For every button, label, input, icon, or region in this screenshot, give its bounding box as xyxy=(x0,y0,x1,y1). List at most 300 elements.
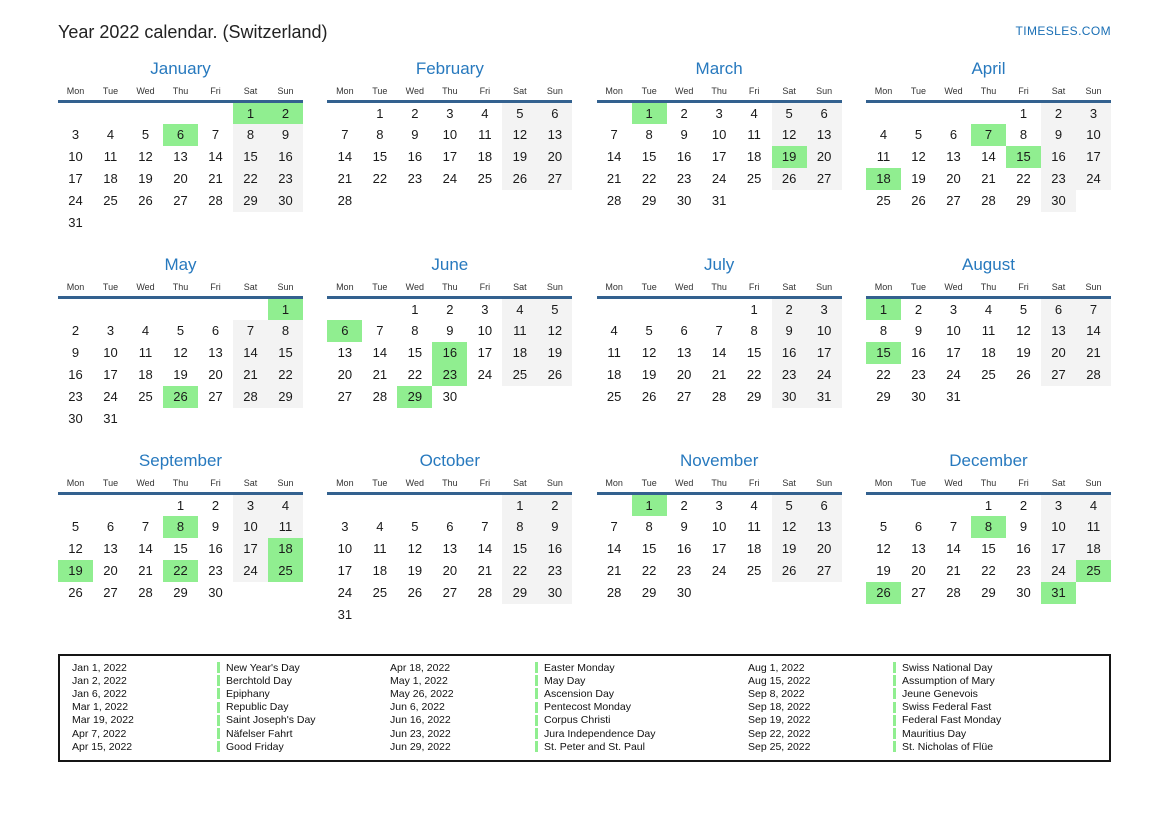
week-row xyxy=(597,320,842,342)
day-cell: 26 xyxy=(163,386,198,408)
weekday-label: Mon xyxy=(866,86,901,102)
day-cell: 20 xyxy=(807,538,842,560)
day-cell: 15 xyxy=(233,146,268,168)
day-cell: 18 xyxy=(746,149,762,164)
holiday-name xyxy=(893,714,1001,726)
weekday-label: Mon xyxy=(866,478,901,494)
holiday-name-text: Easter Monday xyxy=(544,661,615,674)
day-cell: 2 xyxy=(411,105,419,121)
day-cell: 12 xyxy=(502,124,537,146)
day-cell: 5 xyxy=(71,519,80,534)
week-row xyxy=(327,538,572,560)
weekday-label: Wed xyxy=(936,86,971,102)
weekday-label: Sun xyxy=(807,282,842,298)
legend-group xyxy=(748,661,1097,753)
weekday-label: Sat xyxy=(772,282,807,298)
day-cell: 12 xyxy=(68,541,83,556)
holiday-name xyxy=(535,741,645,753)
week-row xyxy=(597,190,842,212)
day-cell: 28 xyxy=(711,389,727,404)
weekday-label: Mon xyxy=(327,478,362,494)
holiday-marker-icon xyxy=(535,715,538,726)
week-row xyxy=(866,146,1111,168)
holiday-marker-icon xyxy=(217,702,220,713)
week-row xyxy=(327,298,572,320)
day-cell: 21 xyxy=(606,563,622,578)
day-cell: 4 xyxy=(106,127,115,142)
holiday-name-text: Jura Independence Day xyxy=(544,727,656,740)
day-cell: 12 xyxy=(772,124,807,146)
holiday-name xyxy=(217,741,284,753)
holiday-name-text: Jeune Genevois xyxy=(902,687,978,700)
empty-cell xyxy=(58,298,93,320)
holiday-name-text: Epiphany xyxy=(226,687,270,700)
week-row xyxy=(866,124,1111,146)
holiday-marker-icon xyxy=(893,728,896,739)
week-row xyxy=(58,494,303,516)
weekday-label: Wed xyxy=(667,282,702,298)
day-cell: 31 xyxy=(337,607,353,622)
day-cell: 2 xyxy=(71,323,80,338)
weekday-label: Sat xyxy=(502,478,537,494)
holiday-date: Jan 2, 2022 xyxy=(72,674,127,687)
week-row xyxy=(866,560,1111,582)
weekday-label: Tue xyxy=(901,478,936,494)
day-cell: 28 xyxy=(1076,364,1111,386)
day-cell: 20 xyxy=(946,171,961,186)
week-row xyxy=(597,298,842,320)
day-cell: 16 xyxy=(676,541,692,556)
day-cell: 17 xyxy=(103,367,118,382)
day-cell: 25 xyxy=(746,171,762,186)
weekday-label: Mon xyxy=(327,86,362,102)
holiday-date: Sep 8, 2022 xyxy=(748,687,805,700)
day-cell: 8 xyxy=(971,516,1006,538)
day-cell: 6 xyxy=(106,519,115,534)
holiday-marker-icon xyxy=(217,728,220,739)
day-cell: 1 xyxy=(632,102,667,124)
day-cell: 18 xyxy=(981,345,996,360)
weekday-label: Sun xyxy=(268,86,303,102)
week-row xyxy=(58,516,303,538)
day-cell: 22 xyxy=(641,171,657,186)
weekday-label: Wed xyxy=(397,282,432,298)
day-cell: 28 xyxy=(337,193,353,208)
weekday-header-row xyxy=(597,86,842,102)
holiday-date: Sep 25, 2022 xyxy=(748,740,811,753)
empty-cell xyxy=(163,298,198,320)
day-cell: 11 xyxy=(747,127,761,142)
day-cell: 3 xyxy=(106,323,115,338)
day-cell: 13 xyxy=(337,345,353,360)
day-cell: 10 xyxy=(807,320,842,342)
day-cell: 10 xyxy=(711,519,727,534)
day-cell: 7 xyxy=(341,127,349,142)
weekday-label: Tue xyxy=(362,478,397,494)
day-cell: 22 xyxy=(746,367,762,382)
day-cell: 13 xyxy=(103,541,118,556)
day-cell: 20 xyxy=(537,146,572,168)
day-cell: 4 xyxy=(376,519,384,534)
empty-cell xyxy=(58,494,93,516)
holiday-name xyxy=(535,728,656,740)
day-cell: 30 xyxy=(911,389,926,404)
weekday-label: Sat xyxy=(233,282,268,298)
holiday-name xyxy=(217,714,316,726)
holiday-name xyxy=(893,662,992,674)
day-cell: 15 xyxy=(173,541,188,556)
month-block xyxy=(327,451,572,642)
weekday-label: Tue xyxy=(632,478,667,494)
day-cell: 24 xyxy=(103,389,118,404)
day-cell: 29 xyxy=(746,389,762,404)
site-link[interactable]: TIMESLES.COM xyxy=(1015,24,1111,38)
empty-cell xyxy=(233,212,268,234)
day-cell: 8 xyxy=(1019,127,1028,142)
day-cell: 16 xyxy=(537,538,572,560)
day-cell: 4 xyxy=(268,494,303,516)
month-block xyxy=(866,451,1111,642)
day-cell: 2 xyxy=(537,494,572,516)
holiday-name xyxy=(217,701,288,713)
month-title: October xyxy=(419,451,481,470)
holiday-name xyxy=(217,688,270,700)
month-table xyxy=(327,478,572,626)
month-block xyxy=(597,451,842,642)
day-cell: 13 xyxy=(537,124,572,146)
week-row xyxy=(327,146,572,168)
day-cell: 28 xyxy=(606,193,622,208)
day-cell: 4 xyxy=(879,127,888,142)
day-cell: 11 xyxy=(502,320,537,342)
weekday-label: Tue xyxy=(901,282,936,298)
empty-cell xyxy=(128,212,163,234)
empty-cell xyxy=(432,190,467,212)
day-cell: 14 xyxy=(138,541,153,556)
weekday-label: Fri xyxy=(737,282,772,298)
day-cell: 10 xyxy=(1076,124,1111,146)
day-cell: 1 xyxy=(984,497,993,513)
day-cell: 5 xyxy=(141,127,150,142)
day-cell: 26 xyxy=(502,168,537,190)
day-cell: 13 xyxy=(1041,320,1076,342)
day-cell: 13 xyxy=(208,345,223,360)
day-cell: 11 xyxy=(138,345,153,360)
holiday-name-text: Mauritius Day xyxy=(902,727,967,740)
day-cell: 24 xyxy=(477,367,493,382)
day-cell: 12 xyxy=(1016,323,1031,338)
week-row xyxy=(58,212,303,234)
legend-row xyxy=(72,714,390,727)
weekday-label: Thu xyxy=(971,86,1006,102)
day-cell: 7 xyxy=(610,127,618,142)
page-header xyxy=(58,16,1111,43)
month-table xyxy=(866,478,1111,604)
day-cell: 13 xyxy=(173,149,188,164)
empty-cell xyxy=(971,386,1006,408)
week-row xyxy=(58,342,303,364)
weekday-header-row xyxy=(866,282,1111,298)
day-cell: 15 xyxy=(981,541,996,556)
week-row xyxy=(866,102,1111,124)
empty-cell xyxy=(537,190,572,212)
day-cell: 27 xyxy=(337,389,353,404)
day-cell: 10 xyxy=(442,127,458,142)
week-row xyxy=(866,582,1111,604)
day-cell: 8 xyxy=(376,127,384,142)
weekday-label: Sat xyxy=(1041,86,1076,102)
day-cell: 29 xyxy=(173,585,188,600)
weekday-label: Thu xyxy=(163,282,198,298)
holiday-marker-icon xyxy=(535,741,538,752)
month-table xyxy=(58,282,303,430)
empty-cell xyxy=(432,494,467,516)
day-cell: 3 xyxy=(341,519,349,534)
day-cell: 19 xyxy=(772,538,807,560)
day-cell: 9 xyxy=(71,345,80,360)
week-row xyxy=(327,386,572,408)
day-cell: 23 xyxy=(772,364,807,386)
empty-cell xyxy=(198,212,233,234)
empty-cell xyxy=(1076,386,1111,408)
day-cell: 17 xyxy=(1041,538,1076,560)
day-cell: 17 xyxy=(477,345,493,360)
day-cell: 1 xyxy=(176,497,185,513)
day-cell: 6 xyxy=(807,102,842,124)
day-cell: 9 xyxy=(680,519,688,534)
day-cell: 1 xyxy=(750,301,758,317)
day-cell: 28 xyxy=(477,585,493,600)
day-cell: 30 xyxy=(676,193,692,208)
day-cell: 15 xyxy=(502,538,537,560)
legend-row xyxy=(748,674,1097,687)
month-table xyxy=(866,282,1111,408)
holiday-marker-icon xyxy=(535,702,538,713)
day-cell: 6 xyxy=(680,323,688,338)
day-cell: 28 xyxy=(946,585,961,600)
day-cell: 26 xyxy=(537,364,572,386)
day-cell: 25 xyxy=(268,560,303,582)
day-cell: 23 xyxy=(676,563,692,578)
weekday-label: Fri xyxy=(467,282,502,298)
weekday-label: Sun xyxy=(1076,478,1111,494)
day-cell: 4 xyxy=(502,298,537,320)
day-cell: 21 xyxy=(372,367,388,382)
day-cell: 22 xyxy=(641,563,657,578)
week-row xyxy=(58,102,303,124)
holiday-date: Jan 6, 2022 xyxy=(72,687,127,700)
day-cell: 3 xyxy=(715,497,723,513)
empty-cell xyxy=(268,212,303,234)
holiday-marker-icon xyxy=(217,715,220,726)
day-cell: 7 xyxy=(949,519,958,534)
day-cell: 31 xyxy=(711,193,727,208)
day-cell: 14 xyxy=(372,345,388,360)
month-block xyxy=(327,255,572,446)
holiday-date: Sep 22, 2022 xyxy=(748,727,811,740)
empty-cell xyxy=(397,604,432,626)
day-cell: 17 xyxy=(1076,146,1111,168)
day-cell: 27 xyxy=(807,560,842,582)
month-title: September xyxy=(138,451,223,470)
day-cell: 4 xyxy=(750,497,758,513)
legend-row xyxy=(748,661,1097,674)
month-title: July xyxy=(704,255,735,274)
day-cell: 23 xyxy=(1016,563,1031,578)
weekday-header-row xyxy=(597,478,842,494)
weekday-label: Mon xyxy=(597,282,632,298)
day-cell: 30 xyxy=(442,389,458,404)
holiday-date: Jun 6, 2022 xyxy=(390,701,445,714)
day-cell: 7 xyxy=(610,519,618,534)
weekday-label: Fri xyxy=(467,478,502,494)
week-row xyxy=(866,538,1111,560)
day-cell: 14 xyxy=(606,149,622,164)
empty-cell xyxy=(198,408,233,430)
day-cell: 28 xyxy=(606,585,622,600)
day-cell: 9 xyxy=(268,124,303,146)
holiday-name-text: Saint Joseph's Day xyxy=(226,714,316,727)
legend-row xyxy=(72,740,390,753)
empty-cell xyxy=(467,494,502,516)
week-row xyxy=(58,364,303,386)
empty-cell xyxy=(502,604,537,626)
day-cell: 20 xyxy=(1041,342,1076,364)
day-cell: 21 xyxy=(946,563,961,578)
day-cell: 24 xyxy=(337,585,353,600)
weekday-label: Sun xyxy=(268,478,303,494)
day-cell: 24 xyxy=(1041,560,1076,582)
day-cell: 27 xyxy=(208,389,223,404)
empty-cell xyxy=(502,386,537,408)
day-cell: 19 xyxy=(537,342,572,364)
day-cell: 17 xyxy=(68,171,83,186)
day-cell: 17 xyxy=(946,345,961,360)
empty-cell xyxy=(93,212,128,234)
empty-cell xyxy=(268,582,303,604)
empty-cell xyxy=(467,604,502,626)
day-cell: 18 xyxy=(1076,538,1111,560)
weekday-header-row xyxy=(58,86,303,102)
day-cell: 17 xyxy=(337,563,353,578)
day-cell: 1 xyxy=(233,102,268,124)
holiday-marker-icon xyxy=(217,675,220,686)
day-cell: 14 xyxy=(711,345,727,360)
day-cell: 2 xyxy=(268,102,303,124)
day-cell: 26 xyxy=(1016,367,1031,382)
months-grid xyxy=(58,59,1111,642)
day-cell: 21 xyxy=(981,171,996,186)
day-cell: 13 xyxy=(442,541,458,556)
weekday-label: Thu xyxy=(163,478,198,494)
weekday-label: Sun xyxy=(807,478,842,494)
empty-cell xyxy=(327,298,362,320)
holiday-date: May 1, 2022 xyxy=(390,674,448,687)
day-cell: 4 xyxy=(1076,494,1111,516)
day-cell: 15 xyxy=(641,149,657,164)
day-cell: 20 xyxy=(337,367,353,382)
day-cell: 1 xyxy=(502,494,537,516)
week-row xyxy=(597,124,842,146)
page-title: Year 2022 calendar. (Switzerland) xyxy=(58,22,328,42)
month-table xyxy=(597,86,842,212)
day-cell: 1 xyxy=(632,494,667,516)
day-cell: 22 xyxy=(981,563,996,578)
weekday-label: Fri xyxy=(1006,86,1041,102)
week-row xyxy=(866,342,1111,364)
day-cell: 21 xyxy=(477,563,493,578)
week-row xyxy=(327,516,572,538)
empty-cell xyxy=(866,102,901,124)
weekday-label: Tue xyxy=(93,86,128,102)
weekday-label: Fri xyxy=(198,86,233,102)
day-cell: 7 xyxy=(1076,298,1111,320)
holiday-name-text: Ascension Day xyxy=(544,687,615,700)
day-cell: 27 xyxy=(676,389,692,404)
empty-cell xyxy=(901,102,936,124)
holiday-marker-icon xyxy=(893,675,896,686)
day-cell: 26 xyxy=(641,389,657,404)
week-row xyxy=(58,298,303,320)
day-cell: 20 xyxy=(911,563,926,578)
empty-cell xyxy=(128,102,163,124)
weekday-label: Tue xyxy=(362,282,397,298)
day-cell: 22 xyxy=(407,367,423,382)
day-cell: 27 xyxy=(103,585,118,600)
month-block xyxy=(597,59,842,250)
day-cell: 21 xyxy=(233,364,268,386)
weekday-header-row xyxy=(866,478,1111,494)
day-cell: 16 xyxy=(1041,146,1076,168)
day-cell: 26 xyxy=(866,582,901,604)
holiday-marker-icon xyxy=(535,728,538,739)
day-cell: 10 xyxy=(233,516,268,538)
week-row xyxy=(597,146,842,168)
day-cell: 11 xyxy=(478,127,492,142)
holiday-date: Aug 1, 2022 xyxy=(748,661,805,674)
week-row xyxy=(597,168,842,190)
weekday-label: Sat xyxy=(233,478,268,494)
day-cell: 22 xyxy=(502,560,537,582)
legend-row xyxy=(72,687,390,700)
day-cell: 1 xyxy=(268,298,303,320)
day-cell: 16 xyxy=(268,146,303,168)
day-cell: 3 xyxy=(446,105,454,121)
day-cell: 23 xyxy=(911,367,926,382)
weekday-label: Fri xyxy=(467,86,502,102)
legend-row xyxy=(390,740,748,753)
week-row xyxy=(866,320,1111,342)
holiday-name xyxy=(535,662,615,674)
day-cell: 10 xyxy=(103,345,118,360)
day-cell: 6 xyxy=(914,519,923,534)
weekday-label: Thu xyxy=(163,86,198,102)
day-cell: 25 xyxy=(502,364,537,386)
weekday-label: Wed xyxy=(397,86,432,102)
holiday-date: Jun 16, 2022 xyxy=(390,714,451,727)
weekday-label: Tue xyxy=(632,282,667,298)
weekday-label: Sat xyxy=(502,282,537,298)
legend-row xyxy=(748,701,1097,714)
day-cell: 25 xyxy=(606,389,622,404)
day-cell: 21 xyxy=(1076,342,1111,364)
legend-row xyxy=(748,727,1097,740)
empty-cell xyxy=(93,102,128,124)
day-cell: 14 xyxy=(208,149,223,164)
empty-cell xyxy=(866,494,901,516)
day-cell: 9 xyxy=(446,323,454,338)
day-cell: 7 xyxy=(211,127,220,142)
